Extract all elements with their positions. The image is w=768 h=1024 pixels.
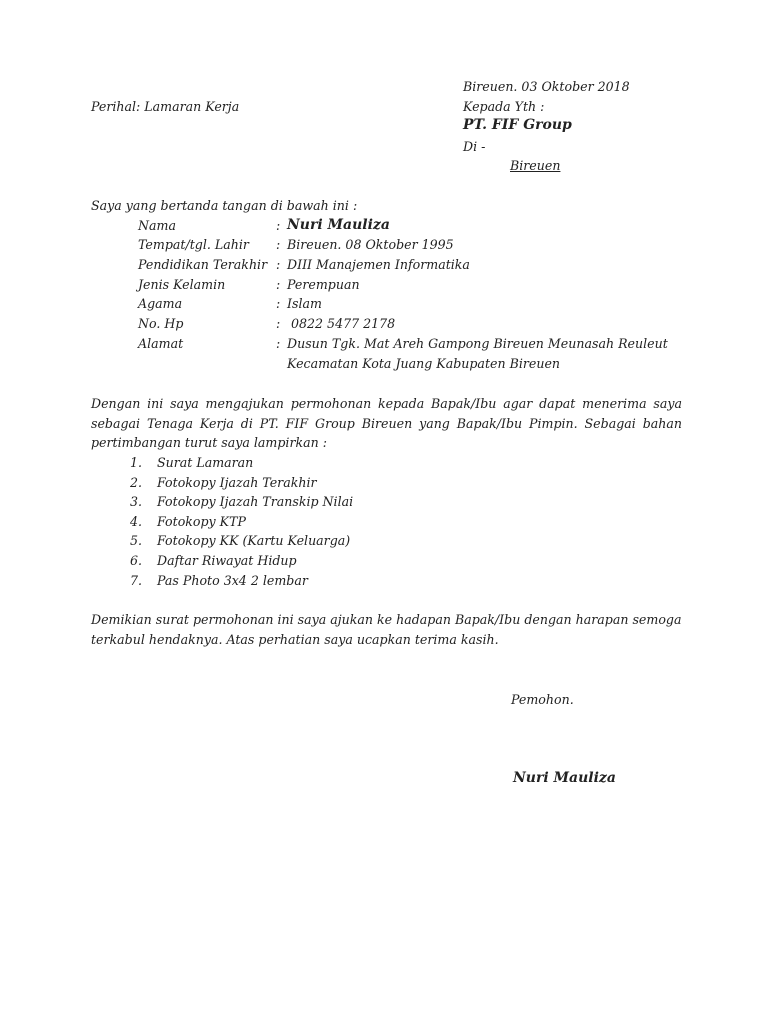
subject-line: Perihal: Lamaran Kerja xyxy=(91,99,240,114)
field-religion-row xyxy=(138,294,322,314)
list-item: 6. Daftar Riwayat Hidup xyxy=(130,552,297,568)
field-colon: : xyxy=(276,336,281,351)
list-item: 4. Fotokopy KTP xyxy=(130,513,246,529)
at-label: Di - xyxy=(463,139,486,154)
field-value: Perempuan xyxy=(287,277,360,292)
field-label: Jenis Kelamin xyxy=(138,277,226,292)
field-name-row xyxy=(138,216,390,236)
field-gender-row xyxy=(138,275,360,295)
list-item: 1. Surat Lamaran xyxy=(130,455,254,470)
attachments-list xyxy=(130,453,353,590)
field-colon: : xyxy=(276,218,281,233)
field-value: Bireuen. 08 Oktober 1995 xyxy=(287,237,454,252)
recipient-city: Bireuen xyxy=(510,158,561,173)
field-colon: : xyxy=(276,277,281,292)
field-colon: : xyxy=(276,316,281,331)
list-item: 2. Fotokopy Ijazah Terakhir xyxy=(130,474,317,490)
field-label: Tempat/tgl. Lahir xyxy=(138,237,249,252)
field-phone-row xyxy=(138,314,395,334)
list-item: 5. Fotokopy KK (Kartu Keluarga) xyxy=(130,533,351,549)
field-birth-row xyxy=(138,235,454,255)
to-label: Kepada Yth : xyxy=(463,99,545,114)
request-paragraph: Dengan ini saya mengajukan permohonan kepada Bapak/Ibu agar dapat menerima saya sebagai Tenaga Kerja di PT. FIF Group Bireuen yang Bapak/Ibu Pimpin. Sebagai bahan pertimbangan turut saya lampirkan : xyxy=(91,396,682,451)
field-value: DIII Manajemen Informatika xyxy=(287,257,470,272)
closing-label: Pemohon. xyxy=(511,692,574,707)
closing-paragraph: Demikian surat permohonan ini saya ajukan ke hadapan Bapak/Ibu dengan harapan semoga terkabul hendaknya. Atas perhatian saya ucapkan terima kasih. xyxy=(91,612,682,647)
field-colon: : xyxy=(276,257,281,272)
field-label: Nama xyxy=(138,218,176,233)
signatory-name: Nuri Mauliza xyxy=(513,770,616,786)
field-label: No. Hp xyxy=(138,316,184,331)
recipient-name: PT. FIF Group xyxy=(463,117,572,133)
list-item: 7. Pas Photo 3x4 2 lembar xyxy=(130,572,308,588)
field-label: Alamat xyxy=(138,336,184,351)
field-value: Islam xyxy=(287,296,322,311)
field-education-row xyxy=(138,255,470,275)
field-colon: : xyxy=(276,296,281,311)
place-date: Bireuen. 03 Oktober 2018 xyxy=(463,79,630,94)
field-colon: : xyxy=(276,237,281,252)
field-value: Dusun Tgk. Mat Areh Gampong Bireuen Meunasah Reuleut xyxy=(287,336,668,351)
field-value: 0822 5477 2178 xyxy=(287,316,396,331)
field-value: Nuri Mauliza xyxy=(287,217,390,233)
intro-line: Saya yang bertanda tangan di bawah ini : xyxy=(91,198,358,213)
field-label: Agama xyxy=(138,296,183,311)
field-address-row xyxy=(138,334,668,354)
list-item: 3. Fotokopy Ijazah Transkip Nilai xyxy=(130,494,354,510)
address-line-2: Kecamatan Kota Juang Kabupaten Bireuen xyxy=(287,356,561,371)
field-label: Pendidikan Terakhir xyxy=(138,257,268,272)
